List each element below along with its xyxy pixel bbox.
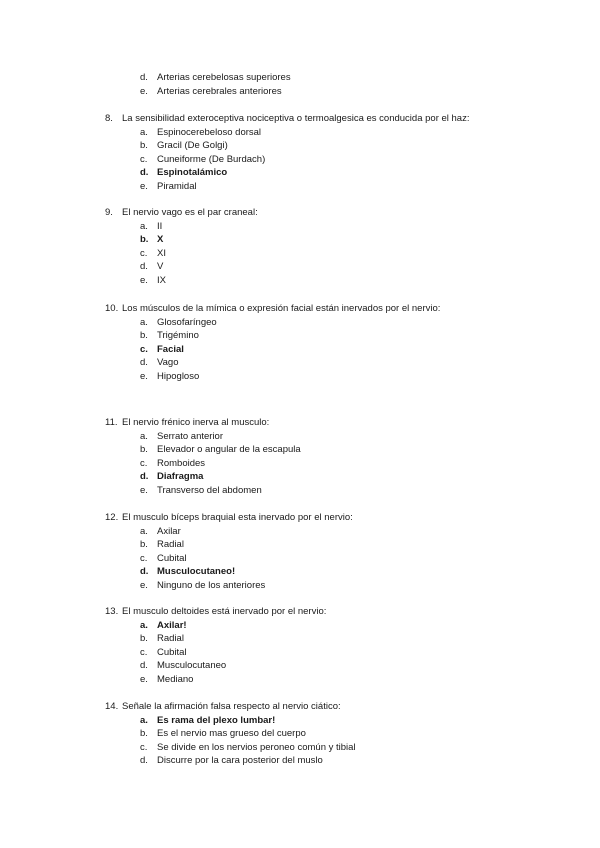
option-row xyxy=(0,329,600,343)
option-letter: b. xyxy=(140,539,148,551)
option-letter: e. xyxy=(140,85,148,97)
option-letter: c. xyxy=(140,646,148,658)
question-heading xyxy=(0,112,600,126)
correct-option-row xyxy=(0,470,600,484)
question-number: 14. xyxy=(105,701,119,712)
question-14 xyxy=(0,700,600,768)
correct-option-row xyxy=(0,565,600,579)
question-11 xyxy=(0,416,600,497)
option-text: Axilar xyxy=(157,525,181,537)
option-letter: c. xyxy=(140,247,148,259)
option-letter: a. xyxy=(140,525,148,537)
question-heading xyxy=(0,511,600,525)
option-letter: a. xyxy=(140,220,148,232)
question-text: El musculo bíceps braquial esta inervado por el nervio: xyxy=(122,512,353,523)
option-row xyxy=(0,274,600,288)
continuation-options xyxy=(0,71,600,98)
option-letter: c. xyxy=(140,343,148,355)
option-text: Es rama del plexo lumbar! xyxy=(157,714,276,726)
question-text: El nervio frénico inerva al musculo: xyxy=(122,417,270,428)
option-row xyxy=(0,260,600,274)
option-letter: e. xyxy=(140,180,148,192)
option-text: Discurre por la cara posterior del muslo xyxy=(157,755,323,767)
question-text: El nervio vago es el par craneal: xyxy=(122,207,258,218)
option-letter: d. xyxy=(140,261,148,273)
option-letter: a. xyxy=(140,714,148,726)
option-text: Cuneiforme (De Burdach) xyxy=(157,153,266,165)
option-letter: c. xyxy=(140,153,148,165)
question-12 xyxy=(0,511,600,592)
option-row xyxy=(0,538,600,552)
question-heading xyxy=(0,416,600,430)
option-row xyxy=(0,153,600,167)
option-text: Trigémino xyxy=(157,330,199,342)
option-row xyxy=(0,370,600,384)
option-text: Diafragma xyxy=(157,471,204,483)
correct-option-row xyxy=(0,714,600,728)
option-row xyxy=(0,85,600,99)
option-letter: a. xyxy=(140,316,148,328)
option-row xyxy=(0,754,600,768)
option-text: Espinotalámico xyxy=(157,167,228,179)
option-text: Gracil (De Golgi) xyxy=(157,140,228,152)
option-letter: e. xyxy=(140,370,148,382)
option-letter: c. xyxy=(140,457,148,469)
question-heading xyxy=(0,700,600,714)
correct-option-row xyxy=(0,233,600,247)
question-number: 13. xyxy=(105,606,119,617)
question-number: 8. xyxy=(105,113,113,124)
option-text: Musculocutaneo xyxy=(157,660,227,672)
option-letter: d. xyxy=(140,660,148,672)
option-row xyxy=(0,430,600,444)
option-letter: d. xyxy=(140,167,149,179)
option-row xyxy=(0,316,600,330)
option-row xyxy=(0,484,600,498)
question-text: Señale la afirmación falsa respecto al nervio ciático: xyxy=(122,701,341,712)
option-text: Glosofaríngeo xyxy=(157,316,217,328)
option-letter: e. xyxy=(140,484,148,496)
option-row xyxy=(0,247,600,261)
option-row xyxy=(0,71,600,85)
option-letter: e. xyxy=(140,673,148,685)
option-row xyxy=(0,443,600,457)
option-text: Espinocerebeloso dorsal xyxy=(157,126,262,138)
option-text: Vago xyxy=(157,357,179,369)
option-text: Mediano xyxy=(157,673,194,685)
option-row xyxy=(0,126,600,140)
question-text: La sensibilidad exteroceptiva nociceptiva o termoalgesica es conducida por el haz: xyxy=(122,113,470,124)
option-letter: a. xyxy=(140,126,148,138)
question-number: 11. xyxy=(105,417,118,428)
option-text: Cubital xyxy=(157,552,187,564)
option-text: II xyxy=(157,220,163,232)
option-letter: e. xyxy=(140,274,148,286)
question-10 xyxy=(0,302,600,383)
option-text: Radial xyxy=(157,633,184,645)
option-letter: c. xyxy=(140,741,148,753)
question-8 xyxy=(0,112,600,193)
option-letter: d. xyxy=(140,755,148,767)
option-letter: a. xyxy=(140,430,148,442)
option-letter: b. xyxy=(140,234,149,246)
question-number: 9. xyxy=(105,207,113,218)
option-letter: d. xyxy=(140,566,149,578)
option-text: Arterias cerebelosas superiores xyxy=(157,72,291,83)
option-letter: d. xyxy=(140,471,149,483)
option-text: Se divide en los nervios peroneo común y tibial xyxy=(157,741,356,753)
option-row xyxy=(0,673,600,687)
option-row xyxy=(0,646,600,660)
option-row xyxy=(0,525,600,539)
option-row xyxy=(0,180,600,194)
question-13 xyxy=(0,605,600,686)
question-text: El musculo deltoides está inervado por el nervio: xyxy=(122,606,327,617)
option-row xyxy=(0,632,600,646)
option-letter: b. xyxy=(140,728,148,740)
option-text: Facial xyxy=(157,343,184,355)
option-text: Hipogloso xyxy=(157,370,200,382)
option-row xyxy=(0,659,600,673)
question-heading xyxy=(0,302,600,316)
option-row xyxy=(0,727,600,741)
option-letter: b. xyxy=(140,330,148,342)
question-number: 12. xyxy=(105,512,119,523)
option-letter: b. xyxy=(140,633,148,645)
option-letter: d. xyxy=(140,357,148,369)
option-row xyxy=(0,356,600,370)
option-text: Axilar! xyxy=(157,619,187,631)
option-text: Transverso del abdomen xyxy=(157,484,262,496)
option-row xyxy=(0,139,600,153)
option-row xyxy=(0,741,600,755)
question-number: 10. xyxy=(105,303,119,314)
correct-option-row xyxy=(0,343,600,357)
question-heading xyxy=(0,206,600,220)
option-text: Piramidal xyxy=(157,180,197,192)
option-letter: d. xyxy=(140,72,148,83)
option-row xyxy=(0,552,600,566)
option-letter: a. xyxy=(140,619,148,631)
option-text: Romboides xyxy=(157,457,206,469)
question-heading xyxy=(0,605,600,619)
option-text: Elevador o angular de la escapula xyxy=(157,444,301,456)
option-text: Radial xyxy=(157,539,184,551)
option-text: X xyxy=(157,234,164,246)
option-letter: c. xyxy=(140,552,148,564)
option-text: Ninguno de los anteriores xyxy=(157,579,266,591)
option-row xyxy=(0,220,600,234)
option-letter: b. xyxy=(140,444,148,456)
option-row xyxy=(0,457,600,471)
option-row xyxy=(0,579,600,593)
option-text: Arterias cerebrales anteriores xyxy=(157,85,282,97)
option-text: XI xyxy=(157,247,166,259)
correct-option-row xyxy=(0,619,600,633)
option-text: IX xyxy=(157,274,166,286)
option-letter: e. xyxy=(140,579,148,591)
option-text: V xyxy=(157,261,164,273)
option-text: Cubital xyxy=(157,646,187,658)
question-text: Los músculos de la mímica o expresión facial están inervados por el nervio: xyxy=(122,303,441,314)
option-letter: b. xyxy=(140,140,148,152)
option-text: Musculocutaneo! xyxy=(157,566,236,578)
question-9 xyxy=(0,206,600,287)
correct-option-row xyxy=(0,166,600,180)
option-text: Es el nervio mas grueso del cuerpo xyxy=(157,728,306,740)
option-text: Serrato anterior xyxy=(157,430,224,442)
